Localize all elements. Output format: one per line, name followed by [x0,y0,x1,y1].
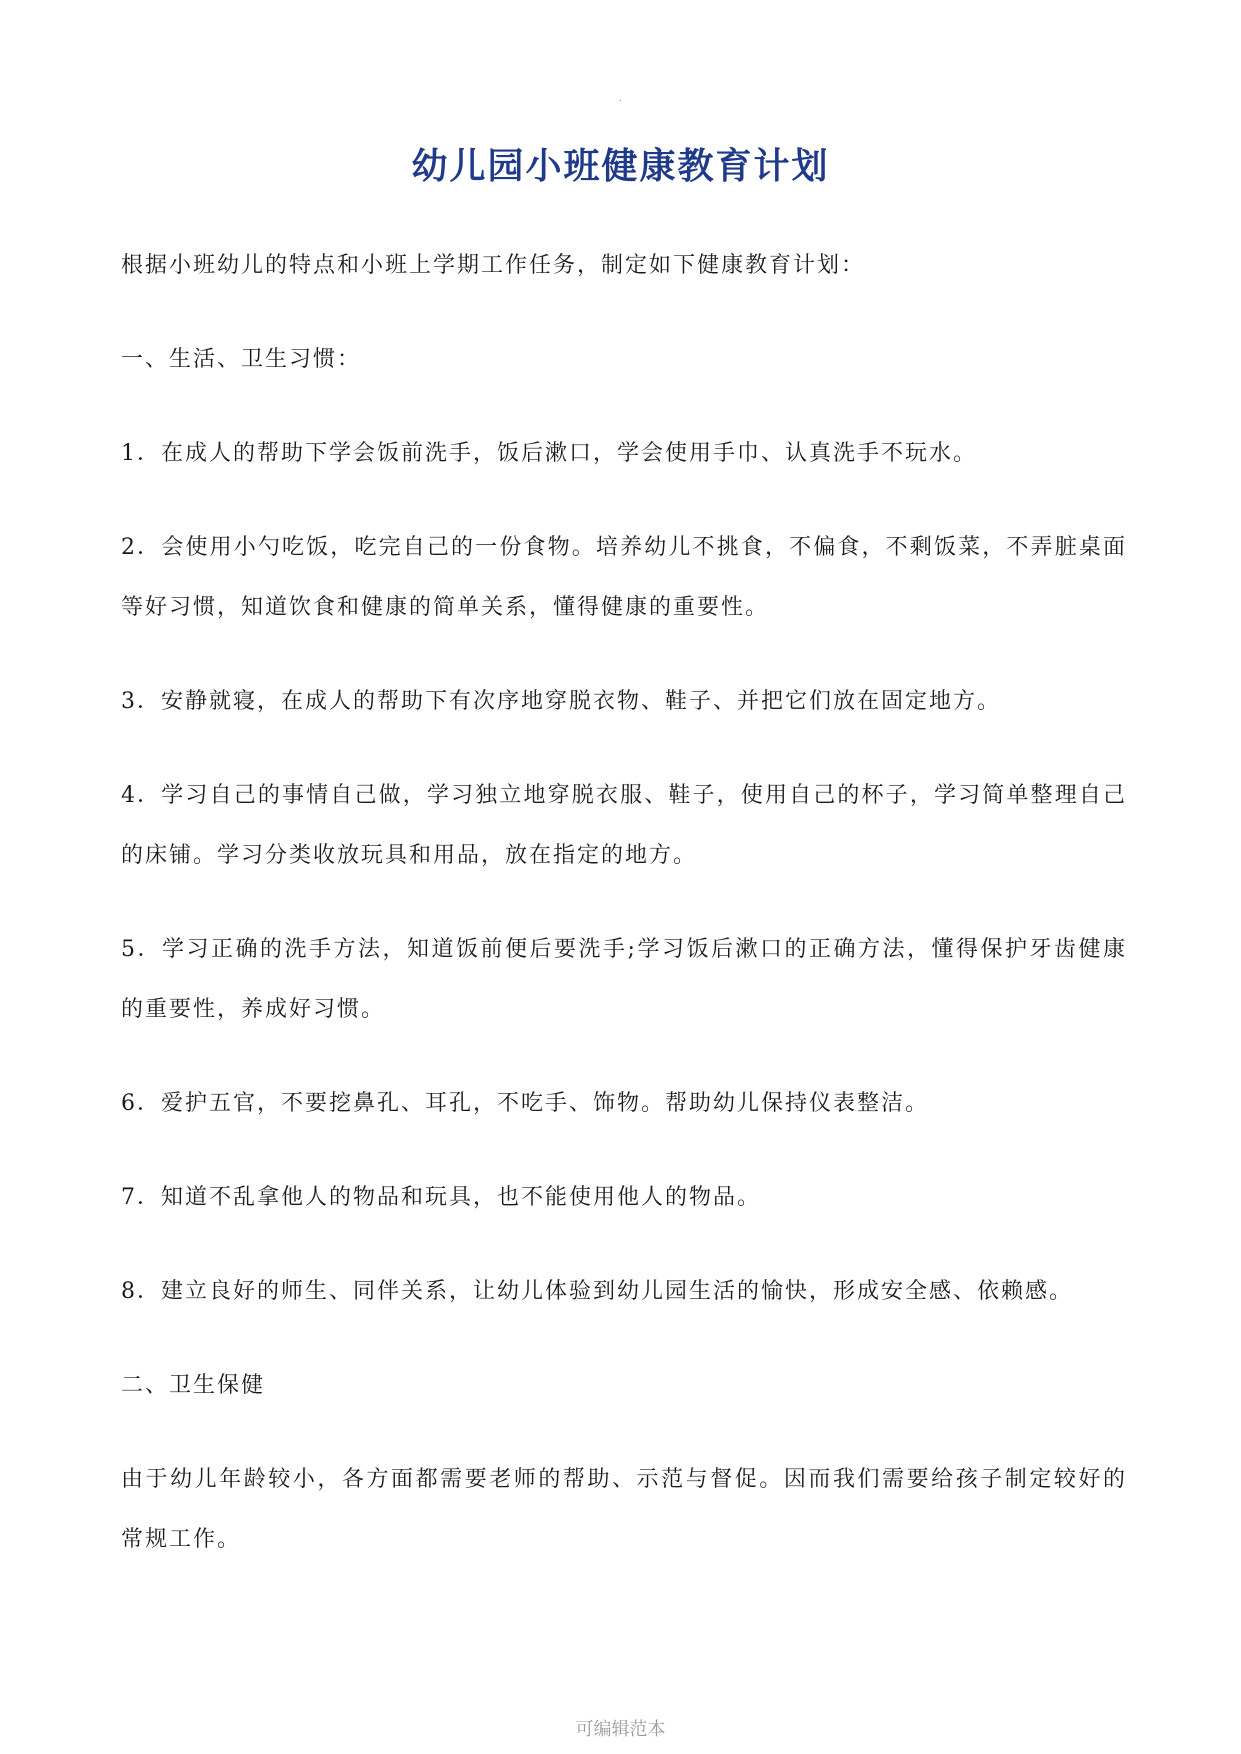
list-item: 5．学习正确的洗手方法，知道饭前便后要洗手;学习饭后漱口的正确方法，懂得保护牙齿健康的重要性，养成好习惯。 [121,937,1127,1022]
document-body [121,236,1127,1604]
intro-paragraph: 根据小班幼儿的特点和小班上学期工作任务，制定如下健康教育计划： [121,253,866,278]
page-title: 幼儿园小班健康教育计划 [411,145,830,187]
footer-text: 可编辑范本 [575,1719,666,1740]
list-item: 8．建立良好的师生、同伴关系，让幼儿体验到幼儿园生活的愉快，形成安全感、依赖感。 [121,1279,1074,1304]
section-2-paragraph: 由于幼儿年龄较小，各方面都需要老师的帮助、示范与督促。因而我们需要给孩子制定较好的常规工作。 [121,1467,1127,1552]
list-item: 4．学习自己的事情自己做，学习独立地穿脱衣服、鞋子，使用自己的杯子，学习简单整理自己的床铺。学习分类收放玩具和用品，放在指定的地方。 [121,783,1127,868]
list-item: 2．会使用小勺吃饭，吃完自己的一份食物。培养幼儿不挑食，不偏食，不剩饭菜，不弄脏桌面等好习惯，知道饮食和健康的简单关系，懂得健康的重要性。 [121,535,1127,620]
list-item: 3．安静就寝，在成人的帮助下有次序地穿脱衣物、鞋子、并把它们放在固定地方。 [121,689,1001,714]
section-heading-2: 二、卫生保健 [121,1373,266,1398]
list-item: 1．在成人的帮助下学会饭前洗手，饭后漱口，学会使用手巾、认真洗手不玩水。 [121,441,977,466]
list-item: 7．知道不乱拿他人的物品和玩具，也不能使用他人的物品。 [121,1185,761,1210]
section-heading-1: 一、生活、卫生习惯： [121,347,362,372]
list-item: 6．爱护五官，不要挖鼻孔、耳孔，不吃手、饰物。帮助幼儿保持仪表整洁。 [121,1091,929,1116]
header-mark: . [618,93,623,104]
